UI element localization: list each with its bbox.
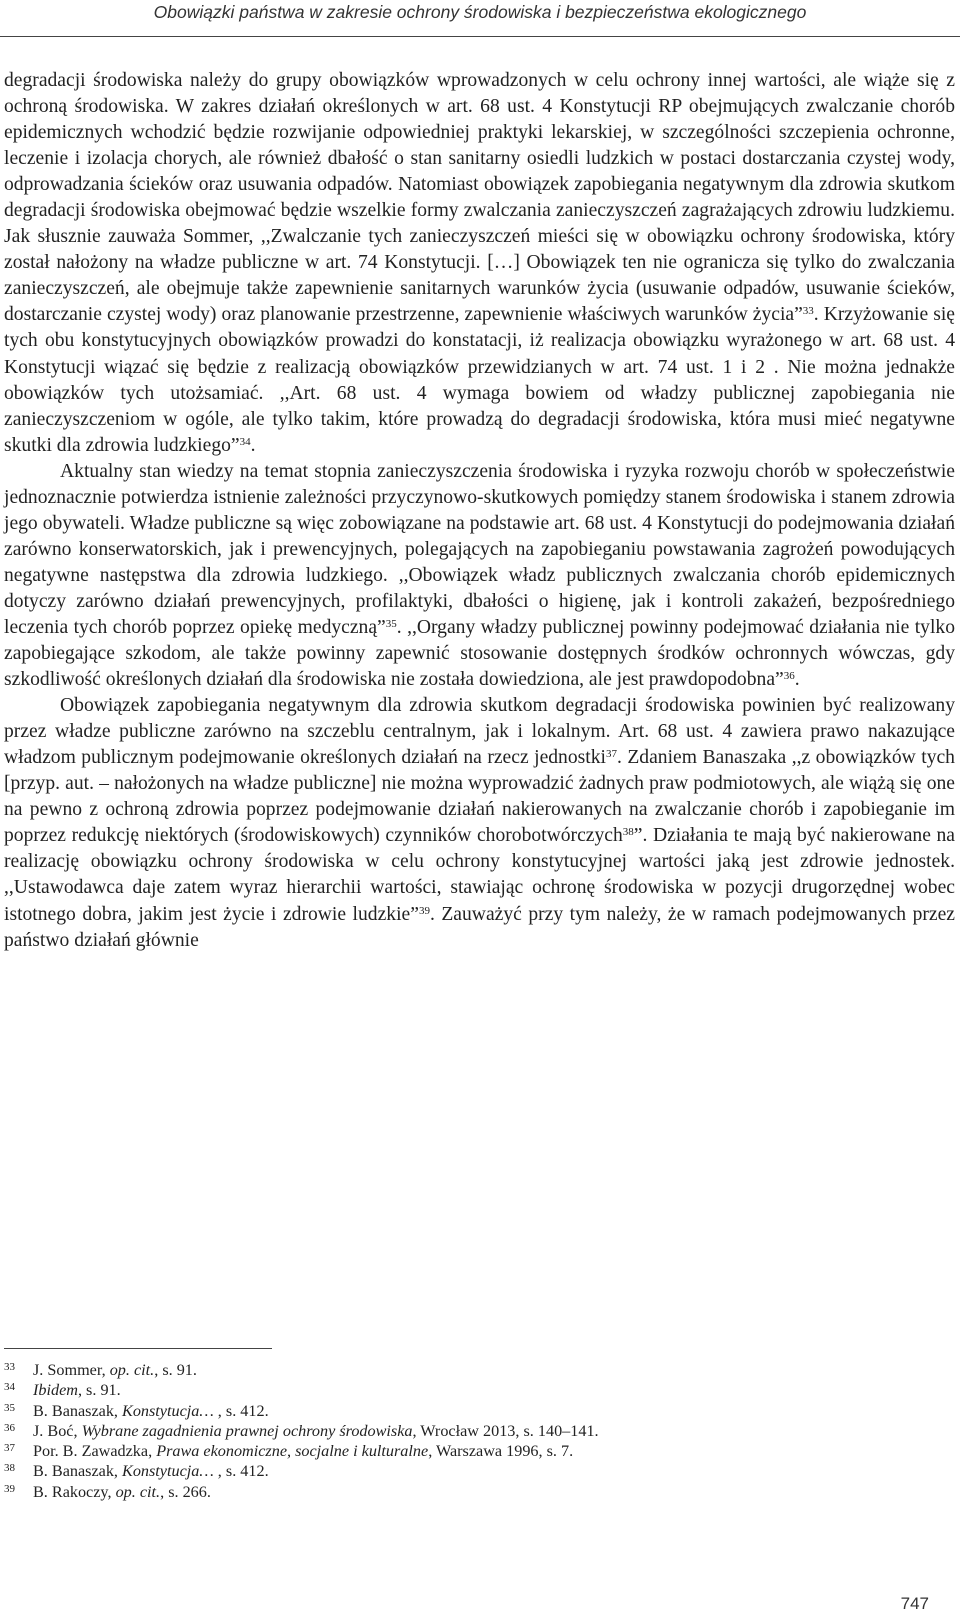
paragraph-1-text-3: . xyxy=(250,434,256,456)
paragraph-1-text-2: . Krzyżowanie się tych obu konstytucyjnych obowiązków prowadzi do konstatacji, iż realizacja obowiązku wyrażonego w art. 68 ust. 4 Konstytucji wiązać się będzie z realizacją obowiązków przewidzianych w art. 74 ust. 1 i 2 . Nie można jednakże obowiązków tych utożsamiać. ,,Art. 68 ust. 4 wymaga bowiem od władzy publicznej zapobiegania nie zanieczyszczeniom w ogóle, ale tylko takim, które prowadzą do degradacji środowiska, która musi mieć negatywne skutki dla zdrowia ludzkiego” xyxy=(4,304,955,456)
paragraph-3-text-1: Obowiązek zapobiegania negatywnym dla zdrowia skutkom degradacji środowiska powinien być realizowany przez władze publiczne zarówno na szczeblu centralnym, jak i lokalnym. Art. 68 ust. 4 zawiera prawo nakazujące władzom publicznym podejmowanie określonych działań na rzecz jednostki xyxy=(4,695,955,769)
footnote-number: 35 xyxy=(4,1401,15,1414)
header-rule xyxy=(0,36,960,37)
footnote-text-tail: , Warszawa 1996, s. 7. xyxy=(428,1442,574,1461)
running-header: Obowiązki państwa w zakresie ochrony środowiska i bezpieczeństwa ekologicznego xyxy=(153,2,807,22)
paragraph-2-text-2: . ,,Organy władzy publicznej powinny podejmować działania nie tylko zapobiegające szkodom, ale także powinny zapewnić stosowanie dostępnych środków ochronnych wówczas, gdy szkodliwość określonych działań dla środowiska nie została dowiedziona, ale jest prawdopodobna” xyxy=(4,616,955,691)
footnote-text-tail: , s. 91. xyxy=(154,1361,197,1379)
footnote-text: B. Rakoczy, xyxy=(33,1482,116,1501)
footnote-36 xyxy=(4,1421,904,1441)
footnote-text-tail: , s. 412. xyxy=(213,1462,269,1481)
footnote-number: 36 xyxy=(4,1421,15,1434)
footnote-text: B. Banaszak, xyxy=(33,1401,123,1420)
footnote-number: 38 xyxy=(4,1462,15,1475)
footnote-ref-35[interactable]: 35 xyxy=(385,617,397,630)
paragraph-3-text-4: . Zauważyć przy tym należy, że w ramach podejmowanych przez państwo działań głównie xyxy=(4,903,955,951)
paragraph-3 xyxy=(4,693,955,953)
footnote-ref-34[interactable]: 34 xyxy=(239,435,251,448)
paragraph-1-text-1: degradacji środowiska należy do grupy obowiązków wprowadzonych w celu ochrony innej wartości, ale wiąże się z ochroną środowiska. W zakres działań określonych w art. 68 ust. 4 Konstytucji RP obejmujących zwalczanie chorób epidemicznych wchodzić będzie rozwijanie odpowiedniej praktyki lekarskiej, w szczególności szczepienia ochronne, leczenie i izolacja chorych, ale również dbałość o stan sanitarny osiedli ludzkich w postaci dostarczania czystej wody, odprowadzania ścieków oraz usuwania odpadów. Natomiast obowiązek zapobiegania negatywnym dla zdrowia skutkom degradacji środowiska obejmować będzie wszelkie formy zwalczania zanieczyszczeń zagrażających zdrowiu ludzkiemu. Jak słusznie zauważa Sommer, ,,Zwalczanie tych zanieczyszczeń mieści się w obowiązku ochrony środowiska, który został nałożony na władze publiczne w art. 74 Konstytucji. […] Obowiązek ten nie ogranicza się tylko do zwalczania zanieczyszczeń, ale obejmuje także zapewnienie sanitarnych warunków życia (usuwanie odpadów, usuwanie ścieków, dostarczanie czystej wody) oraz planowanie przestrzenne, zapewnienie właściwych warunków życia” xyxy=(4,70,955,326)
footnote-38 xyxy=(4,1461,904,1481)
paragraph-2-text-3: . xyxy=(794,669,800,691)
footnote-34 xyxy=(4,1380,904,1400)
footnote-italic-title: Prawa ekonomiczne, socjalne i kulturalne xyxy=(156,1442,429,1461)
footnote-39 xyxy=(4,1482,904,1502)
footnote-number: 34 xyxy=(4,1381,15,1394)
footnote-35 xyxy=(4,1401,904,1421)
footnote-ref-36[interactable]: 36 xyxy=(783,670,795,683)
footnote-number: 37 xyxy=(4,1442,15,1455)
footnote-text-tail: , Wrocław 2013, s. 140–141. xyxy=(412,1421,599,1440)
footnote-rule xyxy=(4,1348,272,1349)
footnote-italic-title: Konstytucja… xyxy=(122,1462,214,1481)
footnote-text-tail: , s. 91. xyxy=(77,1381,121,1400)
footnote-number: 33 xyxy=(4,1361,15,1373)
footnote-number: 39 xyxy=(4,1482,15,1495)
page-number: 747 xyxy=(900,1594,929,1613)
footnote-text-tail: , s. 266. xyxy=(160,1482,211,1501)
footnote-37 xyxy=(4,1441,904,1461)
paragraph-2-text-1: Aktualny stan wiedzy na temat stopnia zanieczyszczenia środowiska i ryzyka rozwoju chorób w społeczeństwie jednoznacznie potwierdza istnienie zależności przyczynowo-skutkowych pomiędzy stanem środowiska i stanem zdrowia jego obywateli. Władze publiczne są więc zobowiązane na podstawie art. 68 ust. 4 Konstytucji do podejmowania działań zarówno konserwatorskich, jak i prewencyjnych, polegających na zapobieganiu powstawania zagrożeń powodujących negatywne następstwa dla zdrowia ludzkiego. ,,Obowiązek władz publicznych zwalczania chorób epidemicznych dotyczy zarówno działań prewencyjnych, profilaktyki, dbałości o higienę, jak i kontroli zakażeń, bezpośredniego leczenia tych chorób poprzez opiekę medyczną” xyxy=(4,460,955,638)
footnote-text: B. Banaszak, xyxy=(33,1462,123,1481)
paragraph-1 xyxy=(4,68,955,459)
footnote-text-tail: , s. 412. xyxy=(213,1401,269,1420)
footnote-text: Por. B. Zawadzka, xyxy=(33,1442,157,1461)
footnote-text: J. Boć, xyxy=(33,1421,82,1440)
footnote-ref-37[interactable]: 37 xyxy=(605,748,617,761)
footnote-ref-38[interactable]: 38 xyxy=(622,826,634,839)
paragraph-3-text-3: ”. Działania te mają być nakierowane na realizację obowiązku ochrony środowiska w celu ochrony konstytucyjnej wartości jaką jest zdrowie jednostek. ,,Ustawodawca daje zatem wyraz hierarchii wartości, stawiając ochronę środowiska w pozycji drugorzędnej wobec istotnego dobra, jakim jest życie i zdrowie ludzkie” xyxy=(4,825,955,925)
footnote-ref-39[interactable]: 39 xyxy=(418,904,430,917)
body-text xyxy=(4,68,955,954)
footnote-text: J. Sommer, xyxy=(33,1361,110,1379)
footnote-ref-33[interactable]: 33 xyxy=(802,305,814,318)
footnotes xyxy=(4,1360,904,1502)
footnote-33 xyxy=(4,1360,904,1380)
footnote-italic-title: Wybrane zagadnienia prawnej ochrony środowiska xyxy=(81,1421,413,1440)
footnote-italic-title: op. cit. xyxy=(115,1482,161,1501)
paragraph-3-text-2: . Zdaniem Banaszaka ,,z obowiązków tych [przyp. aut. – nałożonych na władze publiczne] nie można wyprowadzić żadnych praw podmiotowych, ale wiążą się one na pewno z ochroną zdrowia poprzez podejmowanie działań nakierowanych na zwalczanie chorób i zapobieganie im poprzez redukcję niektórych (środowiskowych) czynników chorobotwórczych xyxy=(4,747,955,847)
footnote-italic-title: Ibidem xyxy=(33,1381,78,1400)
footnote-italic-title: Konstytucja… xyxy=(122,1401,214,1420)
paragraph-2 xyxy=(4,459,955,693)
footnote-italic-title: op. cit. xyxy=(109,1361,155,1379)
